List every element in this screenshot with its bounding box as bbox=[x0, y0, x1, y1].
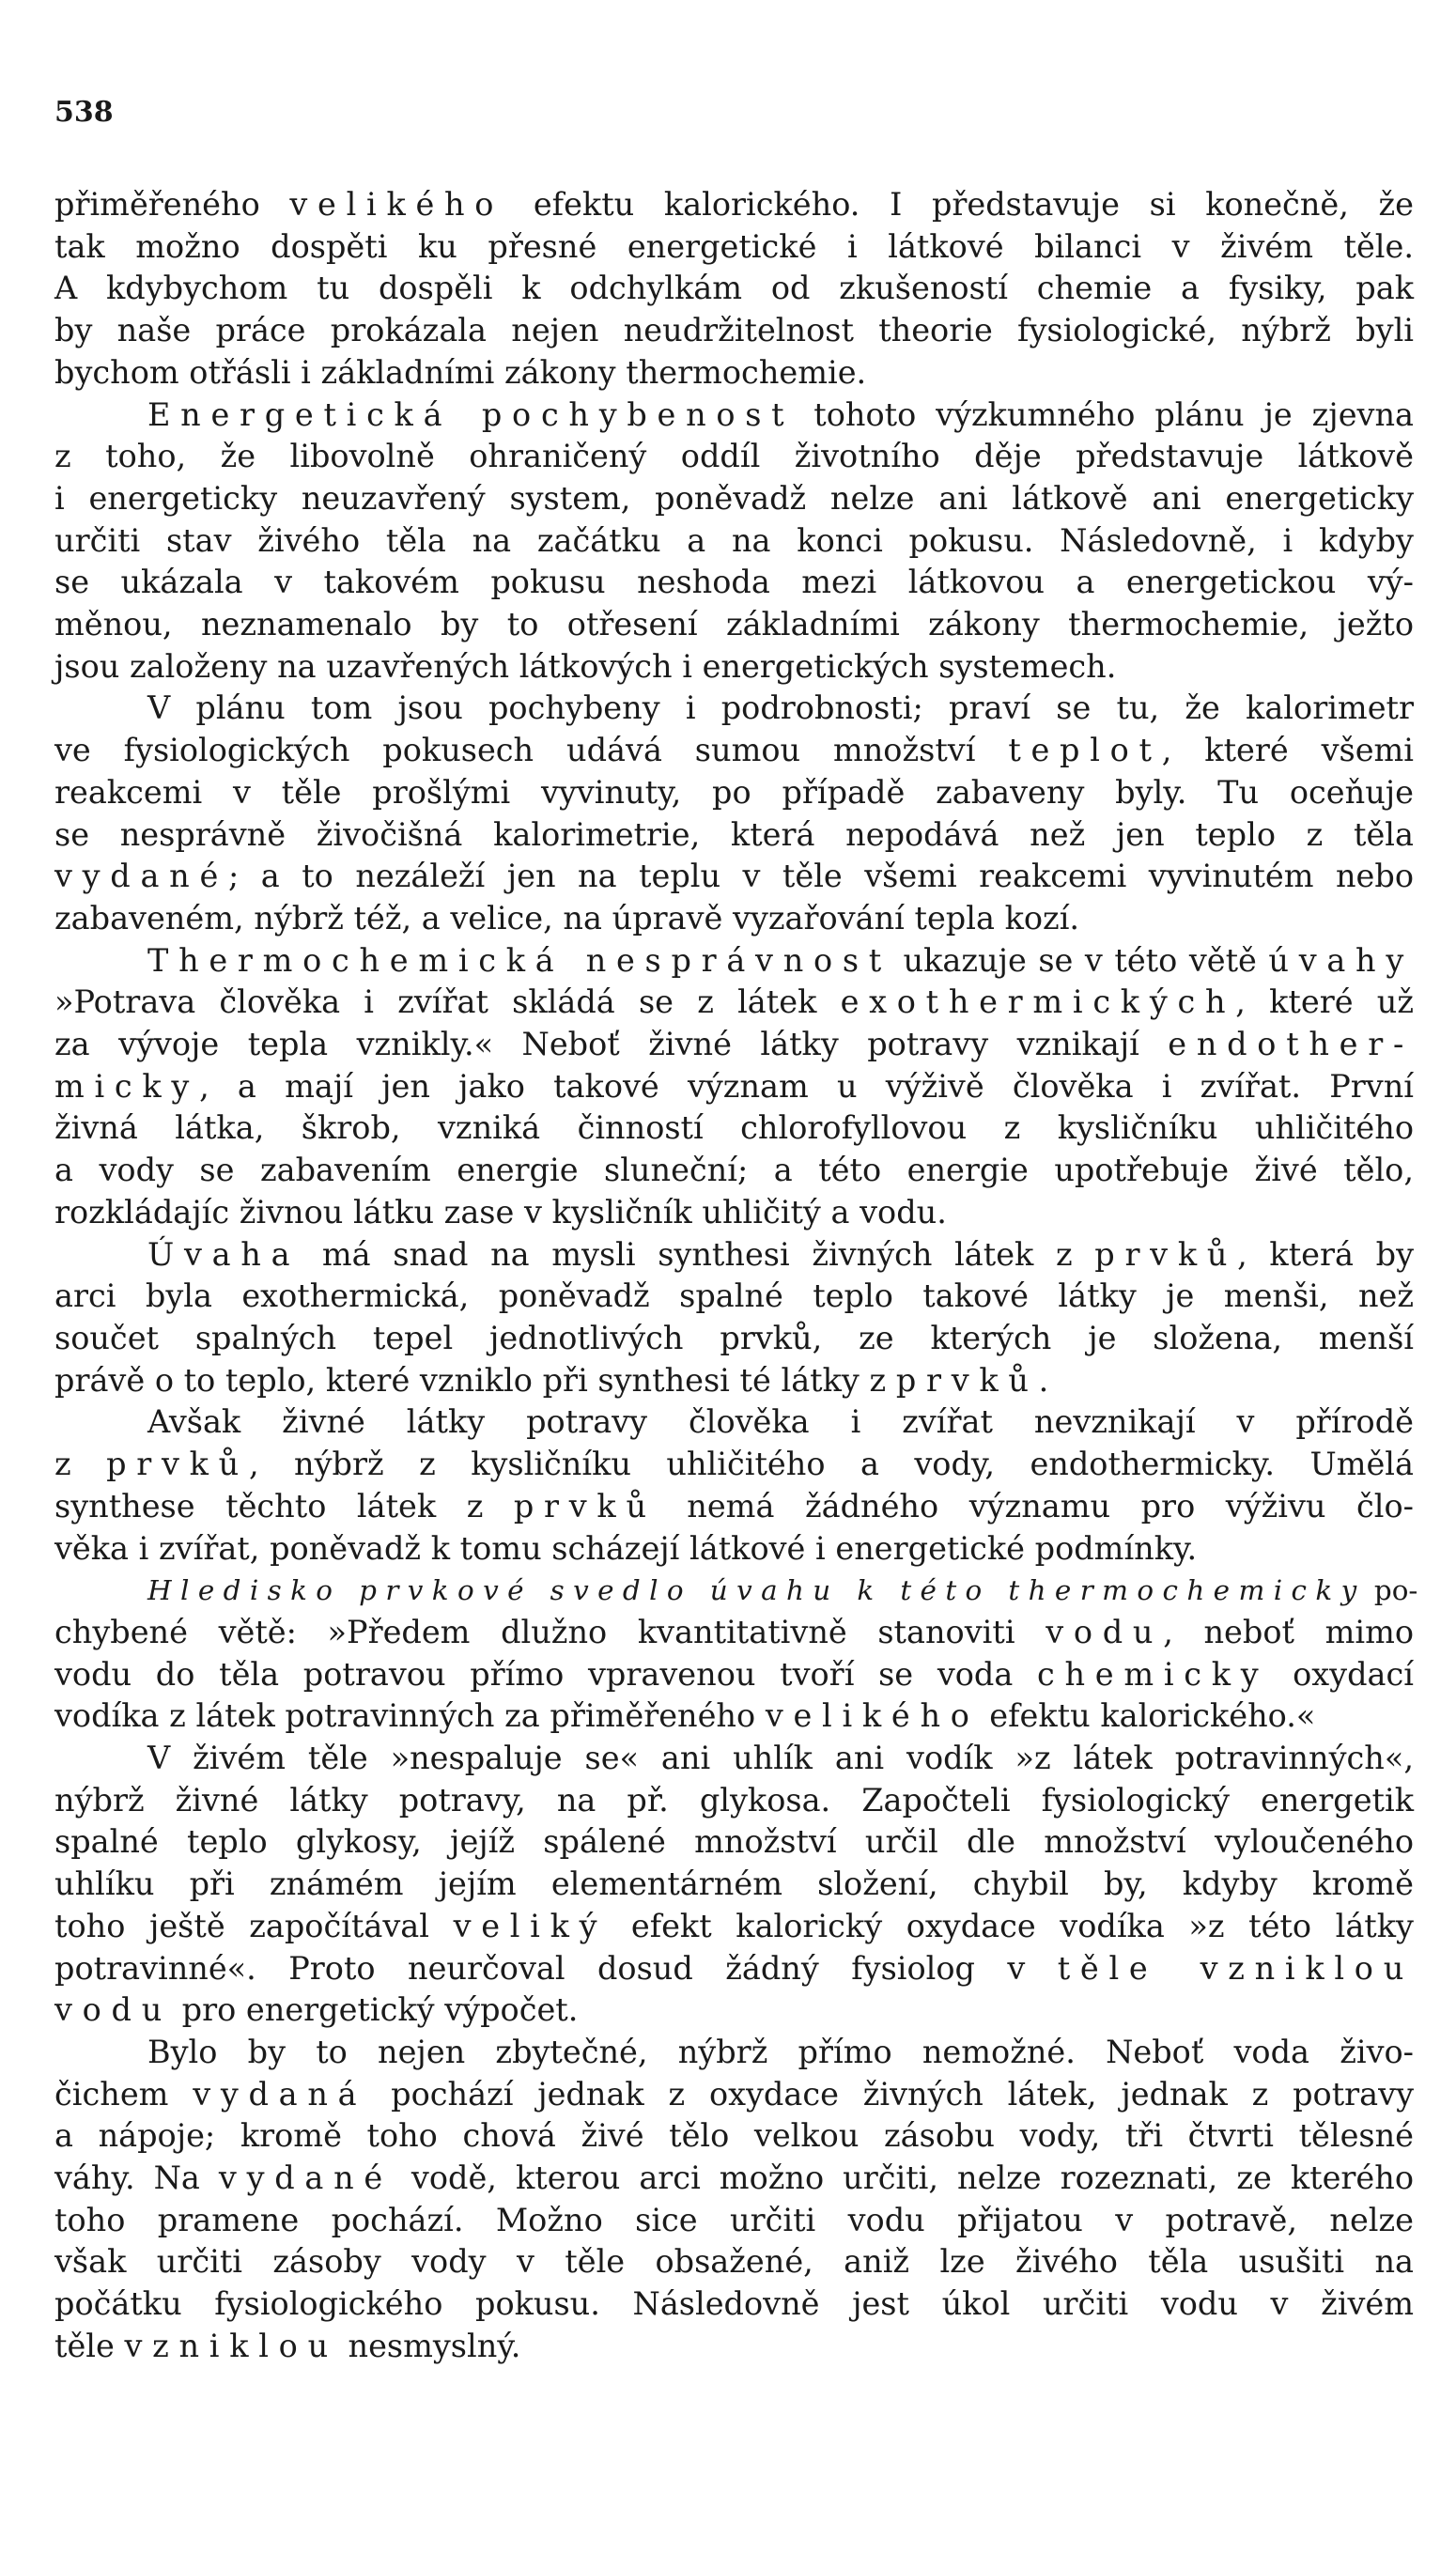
text-segment: i energeticky neuzavřený system, poněvadž nelze ani látkově ani energeticky bbox=[54, 479, 1414, 517]
text-line bbox=[54, 226, 1414, 269]
text-line bbox=[54, 2158, 1414, 2200]
text-line bbox=[54, 982, 1414, 1024]
text-line bbox=[54, 1864, 1414, 1906]
text-line bbox=[54, 436, 1414, 478]
text-segment: pochází jednak z oxydace živných látek, jednak z potravy bbox=[366, 2075, 1414, 2113]
text-line bbox=[54, 395, 1414, 437]
text-segment: vodě, kterou arci možno určiti, nelze rozeznati, ze kterého bbox=[392, 2159, 1414, 2197]
text-segment: V plánu tom jsou pochybeny i podrobnosti; praví se tu, že kalorimetr bbox=[147, 689, 1414, 727]
text-line bbox=[54, 898, 1414, 940]
spaced-emphasis: teplot bbox=[1008, 732, 1162, 769]
spaced-emphasis: Thermochemická nesprávnost bbox=[147, 941, 891, 979]
text-line bbox=[54, 1486, 1414, 1528]
spaced-emphasis: vodu bbox=[1046, 1613, 1164, 1650]
text-segment: toho ještě započítával bbox=[54, 1907, 454, 1944]
text-line bbox=[54, 1234, 1414, 1277]
text-line bbox=[54, 1444, 1414, 1486]
text-line bbox=[54, 268, 1414, 310]
text-line bbox=[54, 1780, 1414, 1822]
spaced-emphasis: vydaná bbox=[193, 2075, 367, 2113]
text-line bbox=[54, 1989, 1414, 2032]
text-segment: vodíka z látek potravinných za přiměřeného bbox=[54, 1697, 766, 1735]
text-line bbox=[54, 604, 1414, 646]
text-segment: nesmyslný. bbox=[337, 2327, 521, 2364]
text-segment: tohoto výzkumného plánu je zjevna bbox=[794, 395, 1414, 433]
text-segment: součet spalných tepel jednotlivých prvků, ze kterých je složena, menší bbox=[54, 1319, 1414, 1356]
text-segment: bychom otřásli i základními zákony thermochemie. bbox=[54, 353, 867, 391]
text-segment: , neboť mimo bbox=[1163, 1613, 1414, 1650]
text-segment: ; a to nezáleží jen na teplu v těle všemi reakcemi vyvinutém nebo bbox=[228, 858, 1414, 895]
text-segment: vodu do těla potravou přímo vpravenou tvoří se voda bbox=[54, 1655, 1038, 1693]
text-line bbox=[54, 1024, 1414, 1066]
text-line bbox=[54, 688, 1414, 730]
text-segment: chybené větě: »Předem dlužno kvantitativně stanoviti bbox=[54, 1613, 1046, 1650]
text-segment: ukazuje se v této větě bbox=[891, 941, 1269, 979]
spaced-emphasis: Hledisko prvkové svedlo úvahu k této thermochemicky bbox=[147, 1574, 1366, 1607]
text-segment: reakcemi v těle prošlými vyvinuty, po případě zabaveny byly. Tu oceňuje bbox=[54, 773, 1414, 811]
text-line bbox=[54, 2074, 1414, 2116]
text-segment: měnou, neznamenalo by to otřesení základními zákony thermochemie, ježto bbox=[54, 606, 1414, 643]
spaced-emphasis: prvků bbox=[895, 1361, 1039, 1399]
spaced-emphasis: chemicky bbox=[1037, 1655, 1269, 1693]
text-segment: váhy. Na bbox=[54, 2159, 219, 2197]
text-line bbox=[54, 1654, 1414, 1696]
text-line bbox=[54, 1570, 1418, 1612]
spaced-emphasis: velikého bbox=[765, 1697, 980, 1735]
text-segment: nýbrž živné látky potravy, na př. glykosa. Započteli fysiologický energetik bbox=[54, 1781, 1414, 1819]
text-line bbox=[54, 184, 1414, 226]
text-segment: rozkládajíc živnou látku zase v kysličník uhličitý a vodu. bbox=[54, 1193, 947, 1231]
text-segment: počátku fysiologického pokusu. Následovně jest úkol určiti vodu v živém bbox=[54, 2285, 1414, 2323]
text-segment: ve fysiologických pokusech udává sumou množství bbox=[54, 732, 1009, 769]
text-line bbox=[54, 646, 1414, 689]
text-line bbox=[54, 2326, 1414, 2368]
spaced-emphasis: vodu bbox=[54, 1991, 172, 2029]
text-segment: čichem bbox=[54, 2075, 194, 2113]
text-line bbox=[54, 814, 1414, 857]
text-segment: po- bbox=[1365, 1574, 1418, 1607]
text-segment: jsou založeny na uzavřených látkových i energetických systemech. bbox=[54, 647, 1117, 685]
text-segment: se ukázala v takovém pokusu neshoda mezi látkovou a energetickou vý- bbox=[54, 564, 1414, 601]
text-segment: právě o to teplo, které vzniklo při synthesi té látky z bbox=[54, 1361, 896, 1399]
text-segment: , a mají jen jako takové význam u výživě člověka i zvířat. První bbox=[199, 1067, 1414, 1105]
text-segment: věka i zvířat, poněvadž k tomu scházejí látkové i energetické podmínky. bbox=[54, 1529, 1198, 1567]
text-line bbox=[54, 2032, 1414, 2074]
text-line bbox=[54, 940, 1414, 983]
text-segment: efekt kalorický oxydace vodíka »z této látky bbox=[607, 1907, 1414, 1944]
text-line bbox=[54, 1107, 1414, 1150]
spaced-emphasis: úvahy bbox=[1268, 941, 1414, 979]
text-segment: pro energetický výpočet. bbox=[172, 1991, 579, 2029]
text-segment: by naše práce prokázala nejen neudržitelnost theorie fysiologické, nýbrž byli bbox=[54, 312, 1414, 349]
text-line bbox=[54, 562, 1414, 604]
body-text bbox=[54, 184, 1418, 2368]
spaced-emphasis: vzniklou bbox=[124, 2327, 338, 2364]
text-segment: toho pramene pochází. Možno sice určiti vodu přijatou v potravě, nelze bbox=[54, 2201, 1414, 2238]
text-line bbox=[54, 1066, 1414, 1108]
text-segment: »Potrava člověka i zvířat skládá se z látek bbox=[54, 983, 841, 1021]
text-segment: se nesprávně živočišná kalorimetrie, která nepodává než jen teplo z těla bbox=[54, 815, 1414, 853]
text-line bbox=[54, 1528, 1414, 1571]
spaced-emphasis: Energetická pochybenost bbox=[147, 395, 795, 433]
text-line bbox=[54, 1360, 1414, 1402]
text-line bbox=[54, 1738, 1414, 1780]
text-line bbox=[54, 730, 1414, 772]
spaced-emphasis: micky bbox=[54, 1067, 200, 1105]
text-segment: tak možno dospěti ku přesné energetické i látkové bilanci v živém těle. bbox=[54, 227, 1414, 265]
spaced-emphasis: exothermických bbox=[840, 983, 1236, 1021]
text-segment: a vody se zabavením energie sluneční; a této energie upotřebuje živé tělo, bbox=[54, 1152, 1414, 1189]
spaced-emphasis: prvků bbox=[106, 1446, 249, 1483]
text-line bbox=[54, 2283, 1414, 2326]
text-segment: za vývoje tepla vznikly.« Neboť živné látky potravy vznikají bbox=[54, 1026, 1169, 1063]
text-segment: A kdybychom tu dospěli k odchylkám od zkušeností chemie a fysiky, pak bbox=[54, 270, 1414, 307]
spaced-emphasis: vydané bbox=[218, 2159, 393, 2197]
text-segment: nemá žádného významu pro výživu člo- bbox=[656, 1487, 1414, 1525]
spaced-emphasis: vydané bbox=[54, 858, 228, 895]
spaced-emphasis: Úvaha bbox=[147, 1235, 301, 1273]
text-segment: živná látka, škrob, vzniká činností chlorofyllovou z kysličníku uhličitého bbox=[54, 1109, 1414, 1147]
text-segment: , která by bbox=[1237, 1235, 1414, 1273]
text-segment: oxydací bbox=[1268, 1655, 1414, 1693]
text-segment: z toho, že libovolně ohraničený oddíl životního děje představuje látkově bbox=[54, 438, 1414, 475]
text-line bbox=[54, 520, 1414, 563]
spaced-emphasis: veliký bbox=[453, 1907, 608, 1944]
text-segment: , které všemi bbox=[1161, 732, 1415, 769]
text-segment: , nýbrž z kysličníku uhličitého a vody, endothermicky. Umělá bbox=[248, 1446, 1414, 1483]
text-segment: synthese těchto látek z bbox=[54, 1487, 514, 1525]
spaced-emphasis: endother- bbox=[1168, 1026, 1414, 1063]
text-line bbox=[54, 1906, 1414, 1948]
text-line bbox=[54, 2200, 1414, 2242]
text-line bbox=[54, 1150, 1414, 1192]
text-segment: určiti stav živého těla na začátku a na konci pokusu. Následovně, i kdyby bbox=[54, 521, 1414, 559]
text-segment: potravinné«. Proto neurčoval dosud žádný fysiolog v bbox=[54, 1949, 1058, 1987]
text-line bbox=[54, 352, 1414, 395]
text-segment: přiměřeného bbox=[54, 186, 290, 223]
text-segment: těle bbox=[54, 2327, 125, 2364]
text-line bbox=[54, 1821, 1414, 1864]
text-line bbox=[54, 2241, 1414, 2283]
text-line bbox=[54, 2115, 1414, 2158]
text-line bbox=[54, 478, 1414, 520]
text-segment: z bbox=[54, 1446, 107, 1483]
text-segment: Bylo by to nejen zbytečné, nýbrž přímo nemožné. Neboť voda živo- bbox=[147, 2033, 1414, 2070]
spaced-emphasis: těle vzniklou bbox=[1057, 1949, 1414, 1987]
text-segment: Avšak živné látky potravy člověka i zvířat nevznikají v přírodě bbox=[147, 1403, 1414, 1441]
text-segment: , které už bbox=[1235, 983, 1414, 1021]
text-segment: arci byla exothermická, poněvadž spalné teplo takové látky je menši, než bbox=[54, 1277, 1414, 1315]
text-line bbox=[54, 1612, 1414, 1654]
text-line bbox=[54, 1948, 1414, 1990]
text-line bbox=[54, 1401, 1414, 1444]
text-segment: efektu kalorického. I představuje si konečně, že bbox=[503, 186, 1414, 223]
text-segment: spalné teplo glykosy, jejíž spálené množství určil dle množství vyloučeného bbox=[54, 1823, 1414, 1861]
spaced-emphasis: prvků bbox=[513, 1487, 657, 1525]
spaced-emphasis: velikého bbox=[289, 186, 504, 223]
text-segment: však určiti zásoby vody v těle obsažené, aniž lze živého těla usušiti na bbox=[54, 2243, 1414, 2281]
text-line bbox=[54, 772, 1414, 814]
text-segment: V živém těle »nespaluje se« ani uhlík ani vodík »z látek potravinných«, bbox=[147, 1740, 1414, 1777]
text-segment: uhlíku při známém jejím elementárném složení, chybil by, kdyby kromě bbox=[54, 1865, 1414, 1903]
text-line bbox=[54, 1276, 1414, 1318]
text-line bbox=[54, 1192, 1414, 1234]
text-line bbox=[54, 310, 1414, 352]
text-segment: zabaveném, nýbrž též, a velice, na úpravě vyzařování tepla kozí. bbox=[54, 899, 1080, 936]
text-segment: efektu kalorického.« bbox=[979, 1697, 1316, 1735]
text-segment: . bbox=[1038, 1361, 1049, 1399]
text-line bbox=[54, 1695, 1414, 1738]
text-segment: má snad na mysli synthesi živných látek z bbox=[300, 1235, 1095, 1273]
text-line bbox=[54, 1318, 1414, 1360]
spaced-emphasis: prvků bbox=[1094, 1235, 1238, 1273]
text-segment: a nápoje; kromě toho chová živé tělo velkou zásobu vody, tři čtvrti tělesné bbox=[54, 2117, 1414, 2155]
text-line bbox=[54, 856, 1414, 898]
page-number: 538 bbox=[54, 96, 114, 129]
